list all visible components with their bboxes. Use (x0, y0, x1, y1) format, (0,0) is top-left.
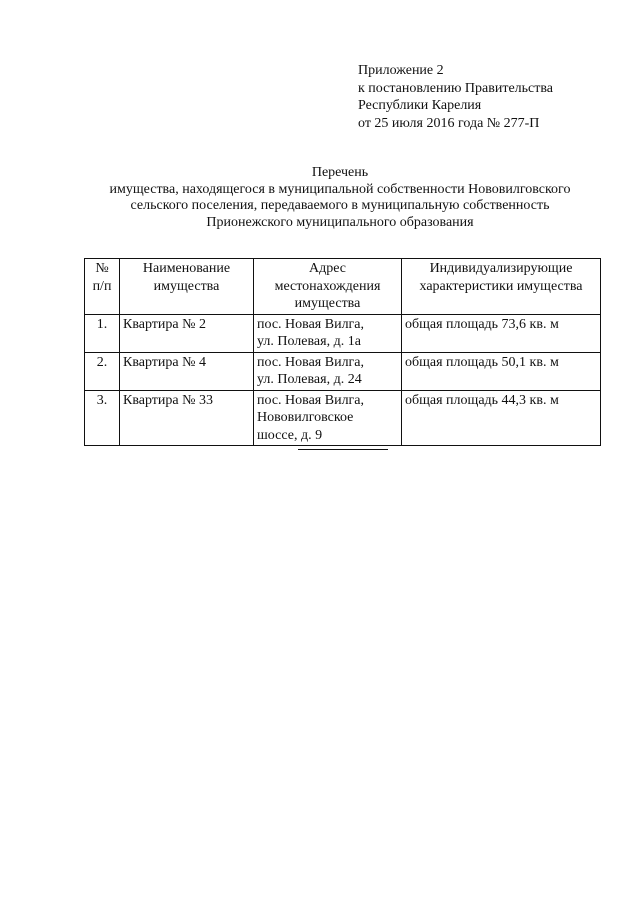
cell-address: пос. Новая Вилга, ул. Полевая, д. 24 (254, 352, 402, 390)
cell-name: Квартира № 2 (120, 314, 254, 352)
table-header-row (85, 259, 601, 315)
cell-address: пос. Новая Вилга, ул. Полевая, д. 1а (254, 314, 402, 352)
table-row (85, 352, 601, 390)
title-line: сельского поселения, передаваемого в муниципальную собственность (130, 198, 550, 213)
property-table (84, 258, 601, 446)
cell-address: пос. Новая Вилга, Нововилговское шоссе, д. 9 (254, 390, 402, 446)
cell-number: 2. (85, 352, 120, 390)
appendix-line: Приложение 2 (358, 63, 444, 78)
header-address: Адрес местонахождения имущества (254, 259, 402, 315)
cell-number: 1. (85, 314, 120, 352)
title-line: имущества, находящегося в муниципальной собственности Нововилговского (109, 181, 571, 197)
cell-number: 3. (85, 390, 120, 446)
cell-characteristics: общая площадь 73,6 кв. м (402, 314, 601, 352)
table-row (85, 390, 601, 446)
appendix-line: от 25 июля 2016 года № 277-П (358, 115, 540, 131)
table-row (85, 314, 601, 352)
cell-characteristics: общая площадь 44,3 кв. м (402, 390, 601, 446)
appendix-line: к постановлению Правительства (358, 80, 554, 96)
cell-name: Квартира № 33 (120, 390, 254, 446)
appendix-block (358, 62, 628, 132)
header-name: Наименование имущества (120, 259, 254, 315)
header-number: № п/п (85, 259, 120, 315)
end-divider (298, 449, 388, 450)
title-line: Прионежского муниципального образования (206, 214, 474, 230)
header-characteristics: Индивидуализирующие характеристики имущества (402, 259, 601, 315)
document-title (60, 165, 620, 231)
cell-characteristics: общая площадь 50,1 кв. м (402, 352, 601, 390)
title-line: Перечень (311, 165, 369, 180)
cell-name: Квартира № 4 (120, 352, 254, 390)
appendix-line: Республики Карелия (358, 98, 482, 113)
